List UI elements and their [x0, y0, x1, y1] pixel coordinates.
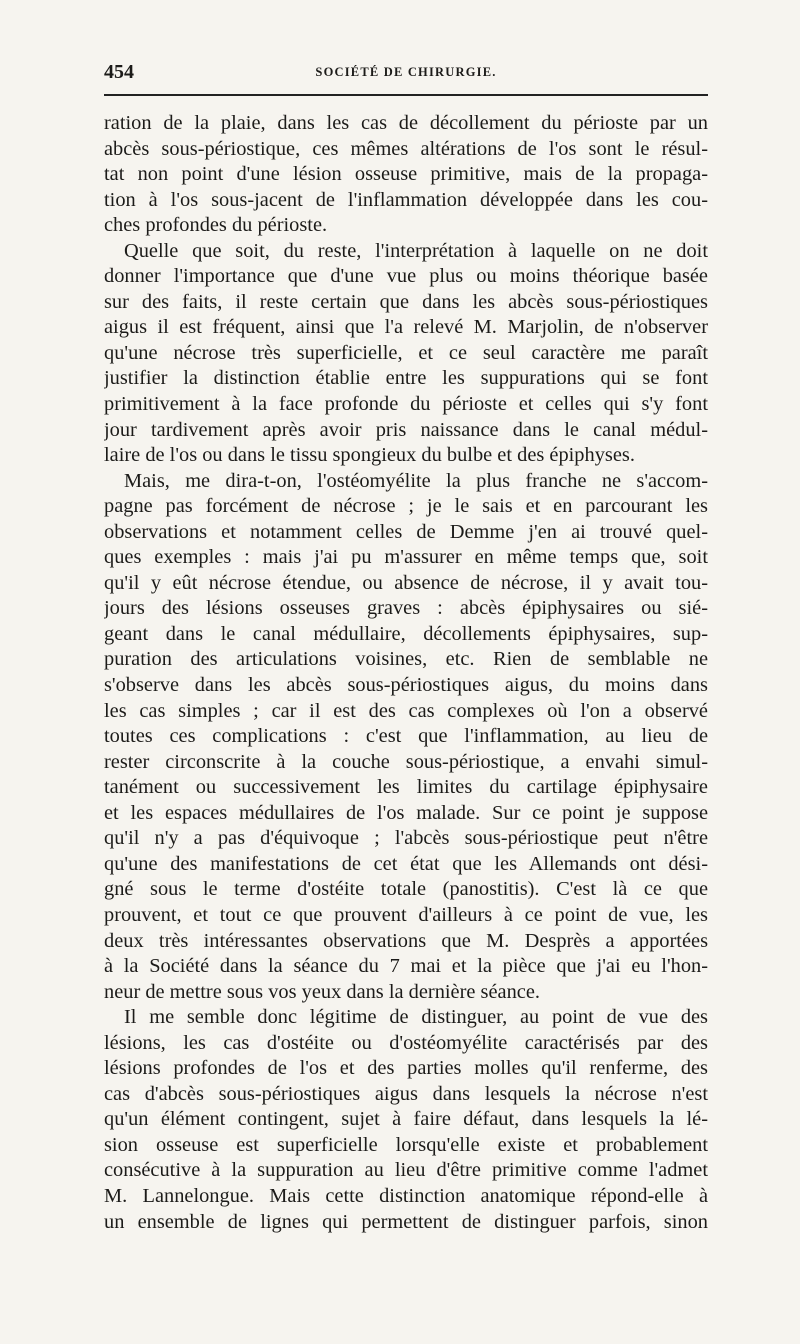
text-line: jour tardivement après avoir pris naissance dans le canal médul-	[104, 418, 708, 441]
text-line: neur de mettre sous vos yeux dans la dernière séance.	[104, 980, 540, 1003]
text-line: lésions, les cas d'ostéite ou d'ostéomyélite caractérisés par des	[104, 1031, 708, 1054]
text-line: cas d'abcès sous-périostiques aigus dans lesquels la nécrose n'est	[104, 1082, 708, 1105]
header-rule	[104, 94, 708, 96]
text-line: à la Société dans la séance du 7 mai et la pièce que j'ai eu l'hon-	[104, 955, 708, 978]
text-line: lésions profondes de l'os et des parties molles qu'il renferme, des	[104, 1057, 708, 1080]
text-line: aigus il est fréquent, ainsi que l'a relevé M. Marjolin, de n'observer	[104, 316, 708, 339]
text-line: toutes ces complications : c'est que l'inflammation, au lieu de	[104, 725, 708, 748]
text-line: qu'une des manifestations de cet état que les Allemands ont dési-	[104, 852, 708, 875]
text-line: s'observe dans les abcès sous-périostiques aigus, du moins dans	[104, 674, 708, 697]
text-line: Quelle que soit, du reste, l'interprétation à laquelle on ne doit	[124, 239, 708, 262]
text-line: M. Lannelongue. Mais cette distinction anatomique répond-elle à	[104, 1184, 708, 1207]
text-line: et les espaces médullaires de l'os malade. Sur ce point je suppose	[104, 801, 708, 824]
text-line: qu'un élément contingent, sujet à faire défaut, dans lesquels la lé-	[104, 1108, 708, 1131]
text-line: laire de l'os ou dans le tissu spongieux du bulbe et des épiphyses.	[104, 444, 635, 467]
text-line: observations et notamment celles de Demme j'en ai trouvé quel-	[104, 520, 708, 543]
text-line: geant dans le canal médullaire, décollements épiphysaires, sup-	[104, 622, 708, 645]
text-line: deux très intéressantes observations que M. Desprès a apportées	[104, 929, 708, 952]
text-line: consécutive à la suppuration au lieu d'être primitive comme l'admet	[104, 1159, 708, 1182]
text-line: qu'il y eût nécrose étendue, ou absence de nécrose, il y avait tou-	[104, 571, 708, 594]
text-line: les cas simples ; car il est des cas complexes où l'on a observé	[104, 699, 708, 722]
text-line: primitivement à la face profonde du périoste et celles qui s'y font	[104, 393, 708, 416]
text-line: un ensemble de lignes qui permettent de distinguer parfois, sinon	[104, 1210, 708, 1233]
text-line: tion à l'os sous-jacent de l'inflammation développée dans les cou-	[104, 188, 708, 211]
body-text	[104, 111, 708, 1235]
text-line: qu'une nécrose très superficielle, et ce seul caractère me paraît	[104, 341, 708, 364]
text-line: prouvent, et tout ce que prouvent d'ailleurs à ce point de vue, les	[104, 903, 708, 926]
text-line: ques exemples : mais j'ai pu m'assurer en même temps que, soit	[104, 546, 708, 569]
text-line: tanément ou successivement les limites du cartilage épiphysaire	[104, 776, 708, 799]
running-title: SOCIÉTÉ DE CHIRURGIE.	[315, 65, 497, 79]
text-line: donner l'importance que d'une vue plus ou moins théorique basée	[104, 265, 708, 288]
text-line: Il me semble donc légitime de distinguer, au point de vue des	[124, 1006, 708, 1029]
text-line: jours des lésions osseuses graves : abcès épiphysaires ou sié-	[104, 597, 708, 620]
text-line: qu'il n'y a pas d'équivoque ; l'abcès sous-périostique peut n'être	[104, 827, 708, 850]
text-line: tat non point d'une lésion osseuse primitive, mais de la propaga-	[104, 163, 708, 186]
text-line: pagne pas forcément de nécrose ; je le sais et en parcourant les	[104, 495, 708, 518]
page-header	[104, 56, 708, 86]
text-line: Mais, me dira-t-on, l'ostéomyélite la plus franche ne s'accom-	[124, 469, 708, 492]
text-line: sur des faits, il reste certain que dans les abcès sous-périostiques	[104, 290, 708, 313]
text-line: ration de la plaie, dans les cas de décollement du périoste par un	[104, 112, 708, 134]
text-line: rester circonscrite à la couche sous-périostique, a envahi simul-	[104, 750, 708, 773]
text-line: puration des articulations voisines, etc. Rien de semblable ne	[104, 648, 708, 671]
text-line: sion osseuse est superficielle lorsqu'elle existe et probablement	[104, 1133, 708, 1156]
page-number: 454	[104, 61, 134, 83]
text-line: justifier la distinction établie entre les suppurations qui se font	[104, 367, 708, 390]
text-line: gné sous le terme d'ostéite totale (panostitis). C'est là ce que	[104, 878, 708, 901]
text-line: ches profondes du périoste.	[104, 214, 328, 237]
text-line: abcès sous-périostique, ces mêmes altérations de l'os sont le résul-	[104, 137, 708, 160]
